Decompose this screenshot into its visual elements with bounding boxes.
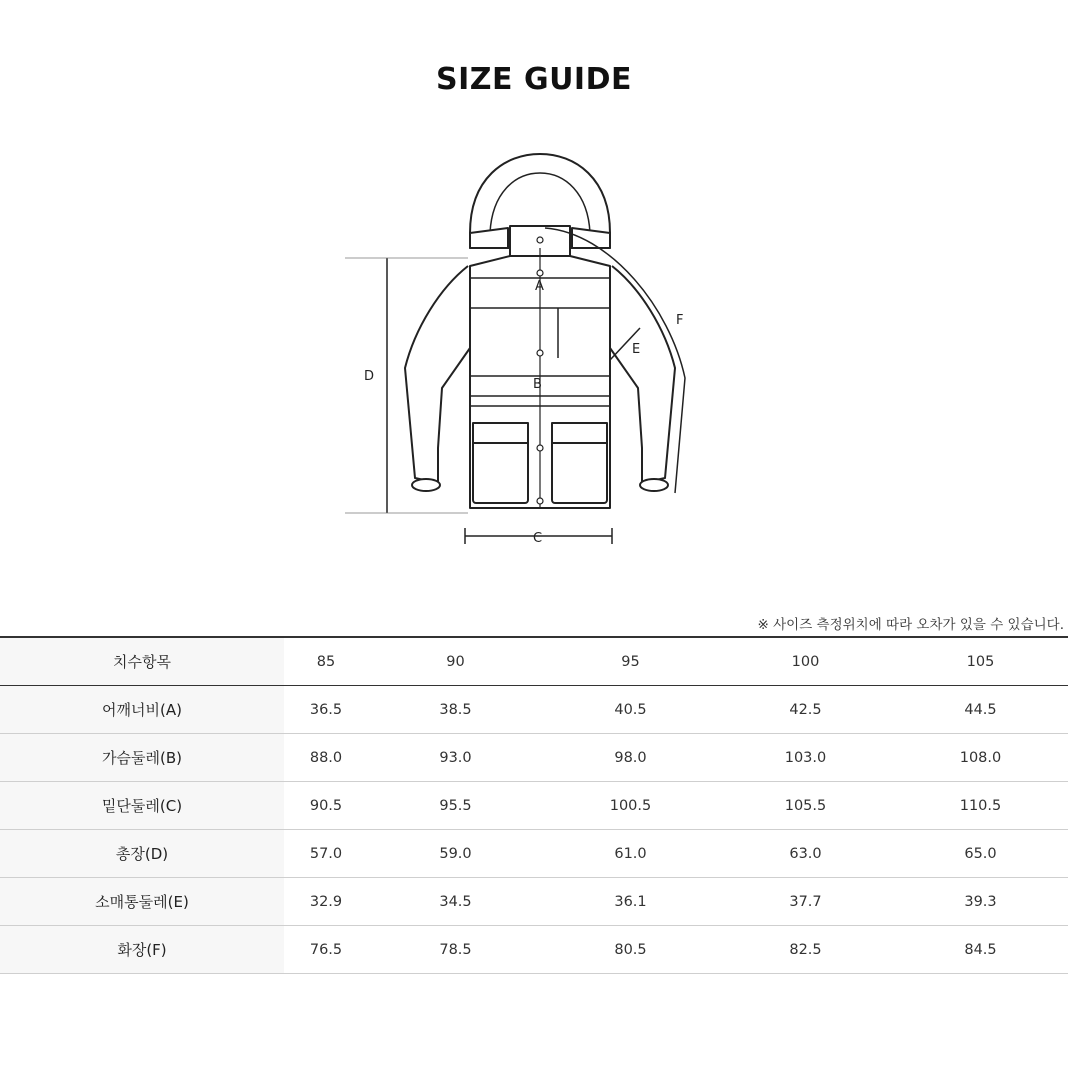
table-cell: 78.5: [368, 926, 543, 974]
table-cell: 80.5: [543, 926, 718, 974]
table-cell: 110.5: [893, 782, 1068, 830]
table-cell: 36.1: [543, 878, 718, 926]
left-sleeve: [405, 266, 470, 483]
table-cell: 95.5: [368, 782, 543, 830]
table-cell: 42.5: [718, 686, 893, 734]
table-cell: 82.5: [718, 926, 893, 974]
row-label: 밑단둘레(C): [0, 782, 284, 830]
table-cell: 57.0: [284, 830, 368, 878]
jacket-diagram: [340, 148, 740, 548]
row-label: 화장(F): [0, 926, 284, 974]
row-label: 어깨너비(A): [0, 686, 284, 734]
table-cell: 63.0: [718, 830, 893, 878]
table-cell: 61.0: [543, 830, 718, 878]
dim-label-d: D: [364, 369, 375, 384]
size-col: 85: [284, 637, 368, 686]
dim-label-b: B: [533, 377, 542, 392]
dim-label-e: E: [632, 342, 641, 357]
table-cell: 88.0: [284, 734, 368, 782]
measurement-note: ※ 사이즈 측정위치에 따라 오차가 있을 수 있습니다.: [757, 617, 1064, 633]
dim-label-f: F: [676, 313, 684, 328]
table-cell: 44.5: [893, 686, 1068, 734]
table-row: [0, 686, 1068, 734]
size-col: 105: [893, 637, 1068, 686]
table-cell: 103.0: [718, 734, 893, 782]
table-row: [0, 830, 1068, 878]
row-label: 소매통둘레(E): [0, 878, 284, 926]
page-title: SIZE GUIDE: [435, 62, 632, 97]
size-col: 95: [543, 637, 718, 686]
table-cell: 38.5: [368, 686, 543, 734]
table-cell: 40.5: [543, 686, 718, 734]
table-cell: 39.3: [893, 878, 1068, 926]
dim-label-c: C: [533, 531, 543, 546]
table-cell: 108.0: [893, 734, 1068, 782]
row-label: 총장(D): [0, 830, 284, 878]
dim-label-a: A: [535, 279, 544, 294]
table-cell: 100.5: [543, 782, 718, 830]
table-cell: 90.5: [284, 782, 368, 830]
table-row: [0, 734, 1068, 782]
table-cell: 37.7: [718, 878, 893, 926]
table-cell: 76.5: [284, 926, 368, 974]
table-cell: 34.5: [368, 878, 543, 926]
table-cell: 98.0: [543, 734, 718, 782]
table-header-row: [0, 637, 1068, 686]
table-cell: 32.9: [284, 878, 368, 926]
size-col: 100: [718, 637, 893, 686]
right-sleeve: [610, 266, 675, 483]
table-row: [0, 926, 1068, 974]
table-cell: 105.5: [718, 782, 893, 830]
table-cell: 84.5: [893, 926, 1068, 974]
table-row: [0, 878, 1068, 926]
table-cell: 93.0: [368, 734, 543, 782]
header-label: 치수항목: [0, 637, 284, 686]
table-row: [0, 782, 1068, 830]
size-col: 90: [368, 637, 543, 686]
size-table: [0, 636, 1068, 974]
row-label: 가슴둘레(B): [0, 734, 284, 782]
table-cell: 65.0: [893, 830, 1068, 878]
table-cell: 36.5: [284, 686, 368, 734]
table-cell: 59.0: [368, 830, 543, 878]
